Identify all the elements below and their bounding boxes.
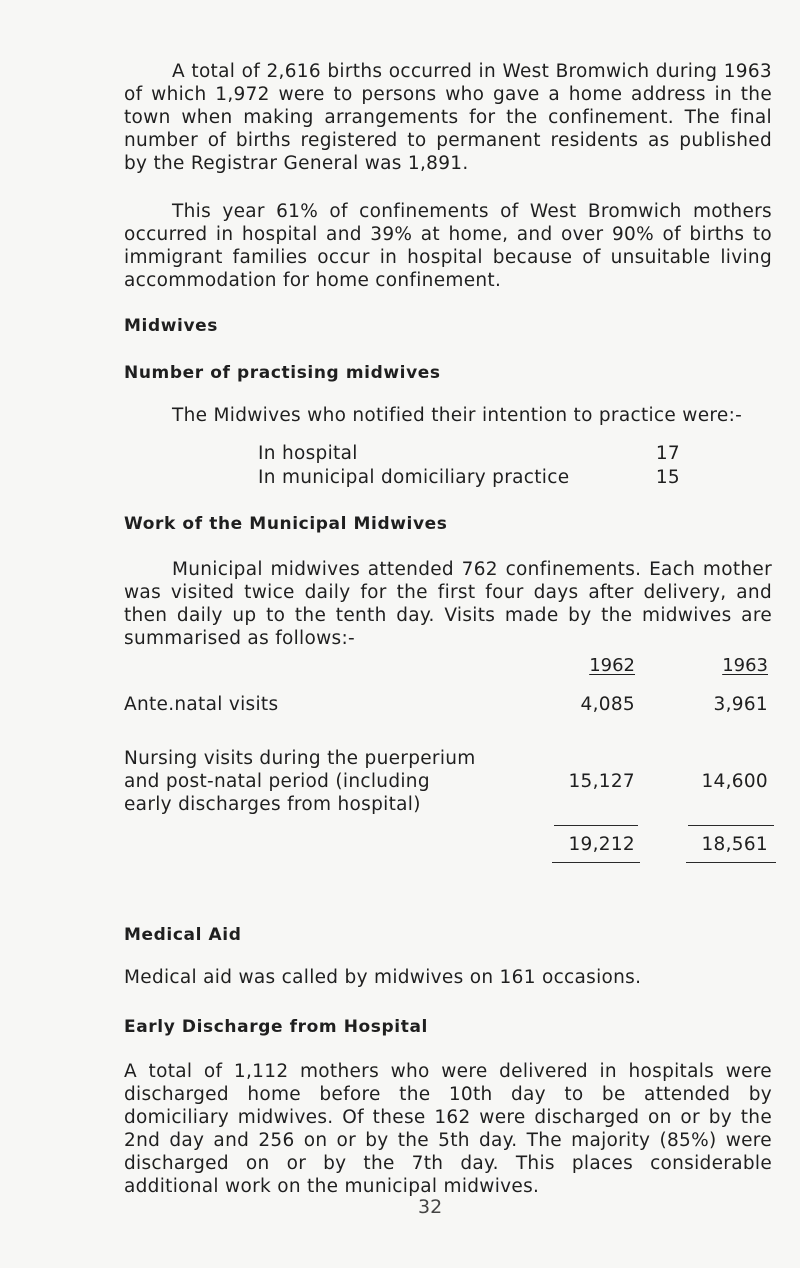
row-label-nursing-line2: and post-natal period (including — [124, 771, 430, 792]
heading-midwives: Midwives — [124, 316, 218, 336]
midwives-in-hospital-label: In hospital — [258, 443, 358, 464]
total-1963: 18,561 — [701, 834, 768, 855]
total-rule-1962 — [552, 862, 640, 863]
total-rule-1963 — [686, 862, 776, 863]
heading-early-discharge: Early Discharge from Hospital — [124, 1017, 428, 1037]
midwives-domiciliary-label: In municipal domiciliary practice — [258, 467, 570, 488]
heading-medical-aid: Medical Aid — [124, 925, 242, 945]
nursing-1963: 14,600 — [701, 771, 768, 792]
midwives-in-hospital-value: 17 — [655, 443, 680, 464]
antenatal-1962: 4,085 — [580, 694, 635, 715]
page-number: 32 — [418, 1196, 443, 1218]
intro-paragraph-births: A total of 2,616 births occurred in West Bromwich during 1963 of which 1,972 were to persons who gave a home address in the town when making arrangements for the confinement. The final number of births registered to permanent residents as published by the Registrar General was 1,891. — [124, 61, 772, 174]
row-label-nursing-line3: early discharges from hospital) — [124, 794, 421, 815]
total-1962: 19,212 — [568, 834, 635, 855]
row-label-nursing-line1: Nursing visits during the puerperium — [124, 748, 476, 769]
intro-paragraph-confinements: This year 61% of confinements of West Bromwich mothers occurred in hospital and 39% at home, and over 90% of births to immigrant families occur in hospital because of unsuitable living accommodation for home confinement. — [124, 201, 772, 291]
work-paragraph: Municipal midwives attended 762 confinements. Each mother was visited twice daily for the first four days after delivery, and then daily up to the tenth day. Visits made by the midwives are summarised as follows:- — [124, 559, 772, 649]
nursing-1962: 15,127 — [568, 771, 635, 792]
subtotal-rule-1962 — [554, 825, 638, 826]
subheading-practising-midwives: Number of practising midwives — [124, 363, 441, 383]
midwives-domiciliary-value: 15 — [655, 467, 680, 488]
heading-work-municipal-midwives: Work of the Municipal Midwives — [124, 514, 448, 534]
column-header-1962: 1962 — [589, 655, 635, 676]
early-discharge-paragraph: A total of 1,112 mothers who were delivered in hospitals were discharged home before the 10th day to be attended by domiciliary midwives. Of these 162 were discharged on or by the 2nd day and 256 on or by the 5th day. The majority (85%) were discharged on or by the 7th day. This places considerable additional work on the municipal midwives. — [124, 1061, 772, 1197]
subtotal-rule-1963 — [688, 825, 774, 826]
row-label-antenatal: Ante.natal visits — [124, 694, 279, 715]
medical-aid-paragraph: Medical aid was called by midwives on 161 occasions. — [124, 967, 642, 988]
antenatal-1963: 3,961 — [713, 694, 768, 715]
column-header-1963: 1963 — [722, 655, 768, 676]
midwives-notified-intro: The Midwives who notified their intention to practice were:- — [172, 405, 743, 426]
